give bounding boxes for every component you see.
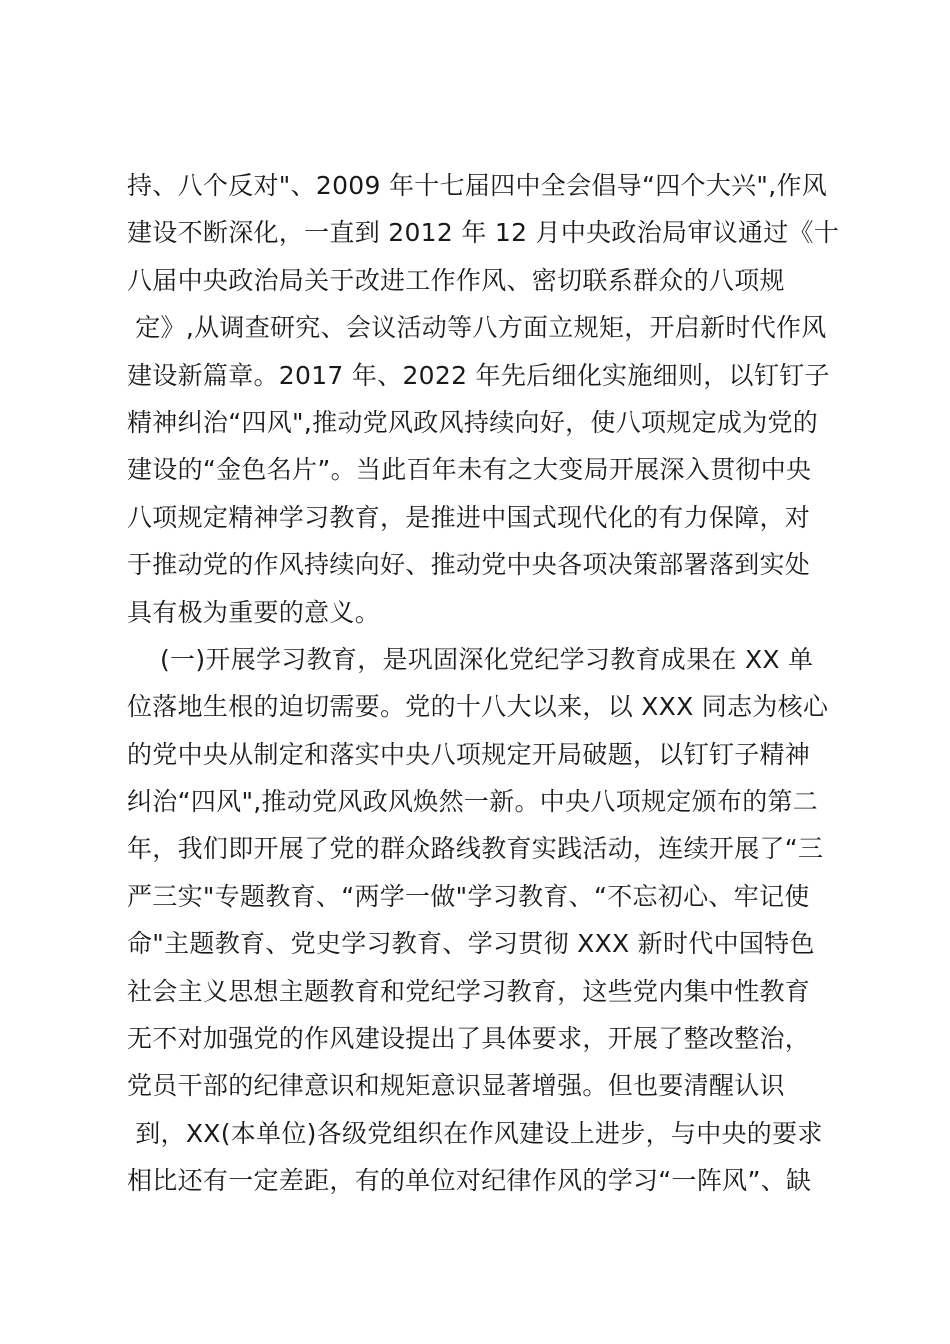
text-line: 的党中央从制定和落实中央八项规定开局破题，以钉钉子精神 — [127, 739, 811, 769]
text-line: 纠治“四风",推动党风政风焕然一新。中央八项规定颁布的第二 — [127, 787, 819, 817]
text-line: 命"主题教育、党史学习教育、学习贯彻 XXX 新时代中国特色 — [127, 929, 815, 959]
text-line: 社会主义思想主题教育和党纪学习教育，这些党内集中性教育 — [127, 976, 811, 1006]
text-line: 无不对加强党的作风建设提出了具体要求，开展了整改整治， — [127, 1024, 811, 1054]
text-line: 年，我们即开展了党的群众路线教育实践活动，连续开展了“三 — [127, 834, 824, 864]
text-line: 建设的“金色名片”。当此百年未有之大变局开展深入贯彻中央 — [127, 455, 812, 485]
section-heading-line: (一)开展学习教育，是巩固深化党纪学习教育成果在 XX 单 — [127, 644, 814, 674]
text-line: 定》,从调查研究、会议活动等八方面立规矩，开启新时代作风 — [127, 313, 827, 343]
body-text — [127, 162, 847, 1205]
text-line: 精神纠治“四风",推动党风政风持续向好，使八项规定成为党的 — [127, 407, 819, 437]
text-line: 于推动党的作风持续向好、推动党中央各项决策部署落到实处 — [127, 550, 811, 580]
text-line: 位落地生根的迫切需要。党的十八大以来，以 XXX 同志为核心 — [127, 692, 829, 722]
text-line: 持、八个反对"、2009 年十七届四中全会倡导“四个大兴",作风 — [127, 171, 828, 200]
text-line: 八项规定精神学习教育，是推进中国式现代化的有力保障，对 — [127, 502, 811, 532]
text-line: 相比还有一定差距，有的单位对纪律作风的学习“一阵风”、缺 — [127, 1166, 812, 1196]
text-line: 八届中央政治局关于改进工作作风、密切联系群众的八项规 — [127, 265, 785, 295]
text-line: 党员干部的纪律意识和规矩意识显著增强。但也要清醒认识 — [127, 1071, 785, 1101]
text-line: 严三实"专题教育、“两学一做"学习教育、“不忘初心、牢记使 — [127, 881, 810, 911]
text-line: 建设不断深化，一直到 2012 年 12 月中央政治局审议通过《十 — [127, 218, 840, 248]
text-line: 建设新篇章。2017 年、2022 年先后细化实施细则，以钉钉子 — [127, 360, 830, 390]
text-line: 具有极为重要的意义。 — [127, 597, 381, 627]
text-line: 到，XX(本单位)各级党组织在作风建设上进步，与中央的要求 — [127, 1118, 823, 1148]
